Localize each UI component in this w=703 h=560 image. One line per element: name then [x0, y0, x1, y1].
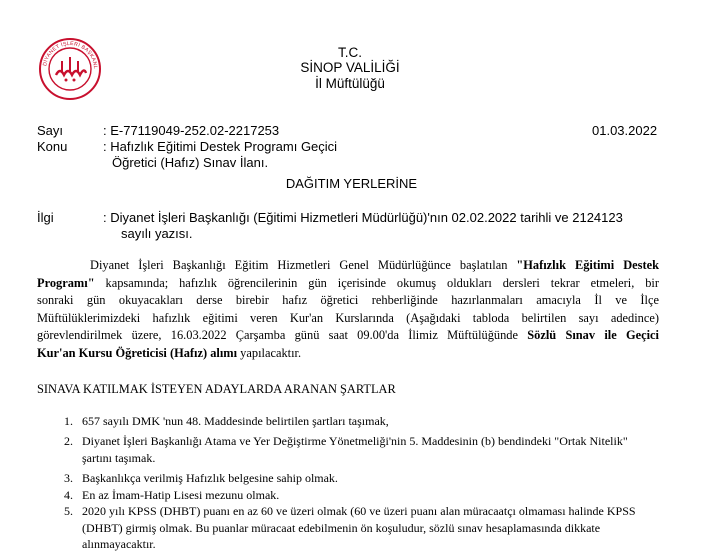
recipient: DAĞITIM YERLERİNE: [285, 176, 418, 191]
list-item: 1. 657 sayılı DMK 'nun 48. Maddesinde belirtilen şartları taşımak,: [64, 414, 389, 428]
body-line-6: Kur'an Kursu Öğreticisi (Hafız) alımı yapılacaktır.: [37, 345, 302, 360]
ilgi-label: İlgi: [37, 210, 54, 225]
konu-line-2: Öğretici (Hafız) Sınav İlanı.: [112, 155, 269, 170]
konu-label: Konu: [37, 139, 68, 154]
list-item: 4. En az İmam-Hatip Lisesi mezunu olmak.: [64, 488, 280, 502]
ilgi-line-1: : Diyanet İşleri Başkanlığı (Eğitimi Hizmetleri Müdürlüğü)'nın 02.02.2022 tarihli ve 2124123: [103, 210, 623, 225]
list-item: 5. 2020 yılı KPSS (DHBT) puanı en az 60 ve üzeri olmak (60 ve üzeri puanı alan müracaatçı olmaması halinde KPSS (DHBT) girmiş olmak. Bu puanlar müracaat edebilmenin ön koşuludur, sözlü sınav hesaplamasında dikkate alınmayacaktır.: [64, 504, 636, 551]
svg-text:DİYANET İŞLERİ BAŞKANLIĞI: DİYANET İŞLERİ BAŞKANL: [42, 40, 99, 70]
header-governorship: SİNOP VALİLİĞİ: [300, 60, 400, 75]
body-paragraph: [37, 257, 659, 363]
header-mufti-office: İl Müftülüğü: [315, 76, 385, 91]
body-line-2: Programı" kapsamında; hafızlık öğrencilerinin gün içerisinde okumuş oldukları dersleri tekrar etmeleri, bir: [37, 275, 659, 290]
requirements-list: [64, 413, 664, 553]
list-item: 2. Diyanet İşleri Başkanlığı Atama ve Yer Değiştirme Yönetmeliği'nin 5. Maddesinin (b) bendindeki "Ortak Nitelik" şartını taşımak.: [64, 434, 628, 465]
sayi-label: Sayı: [37, 123, 64, 138]
body-line-5: görevlendirilmek üzere, 16.03.2022 Çarşamba günü saat 09.00'da İlimiz Müftülüğünde Sözlü Sınav ile Geçici: [37, 328, 659, 343]
body-line-1: Diyanet İşleri Başkanlığı Eğitim Hizmetleri Genel Müdürlüğünce başlatılan "Hafızlık Eğitimi Destek: [90, 258, 659, 272]
body-line-4: Müftülüklerimizdeki hafızlık eğitimi veren Kur'an Kurslarında (Aşağıdaki tabloda belirtilen sayı adedince): [37, 310, 659, 325]
header-tc: T.C.: [337, 45, 362, 60]
requirements-title: SINAVA KATILMAK İSTEYEN ADAYLARDA ARANAN ŞARTLAR: [37, 382, 396, 396]
sayi-value: : E-77119049-252.02-2217253: [103, 123, 280, 138]
list-item: 3. Başkanlıkça verilmiş Hafızlık belgesine sahip olmak.: [64, 471, 338, 485]
body-line-3: sonraki gün okuyacakları derse birebir hafız öğretici rehberliğinde hazırlanmaları amacıyla İl ve İlçe: [37, 293, 659, 308]
document-date: 01.03.2022: [592, 123, 658, 138]
konu-line-1: : Hafızlık Eğitimi Destek Programı Geçici: [103, 139, 338, 154]
ilgi-line-2: sayılı yazısı.: [121, 226, 193, 241]
diyanet-seal-logo: [38, 37, 102, 101]
